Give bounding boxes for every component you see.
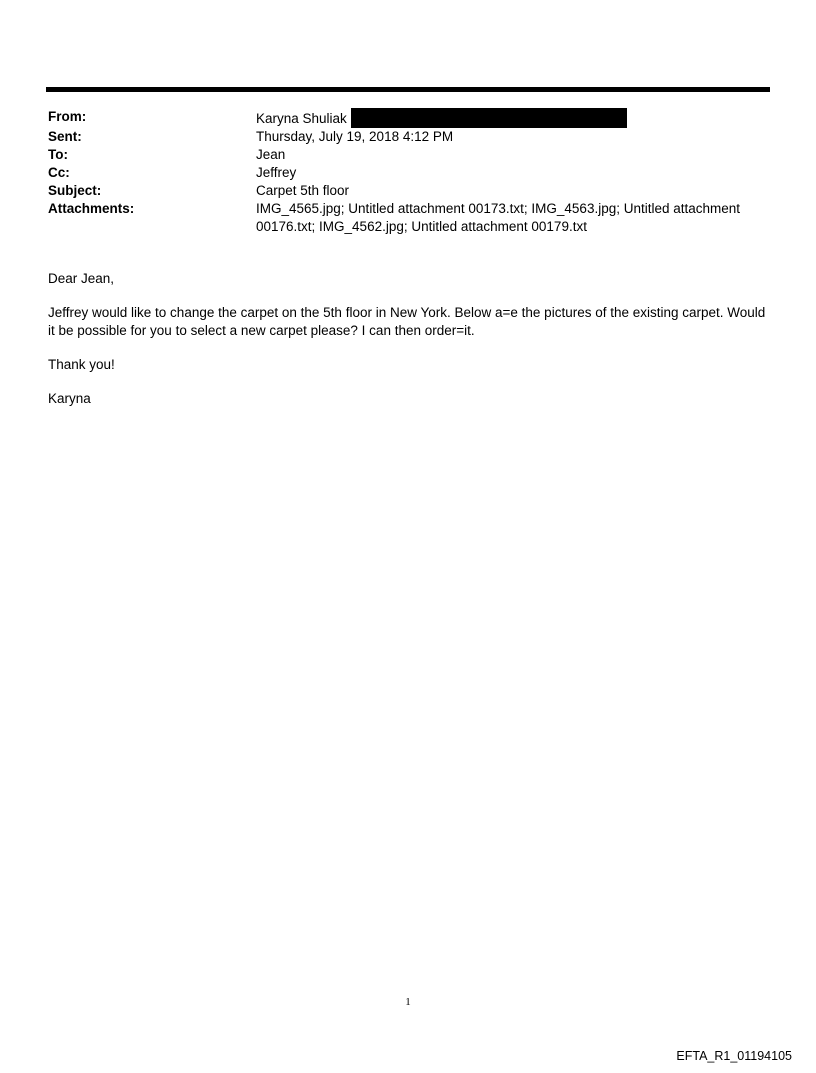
sent-value: Thursday, July 19, 2018 4:12 PM bbox=[256, 129, 454, 144]
body-paragraph: Jeffrey would like to change the carpet on the 5th floor in New York. Below a=e the pictures of the existing carpet. Would it be possible for you to select a new carpet please? I can then order=it. bbox=[48, 305, 766, 338]
to-row bbox=[48, 146, 770, 164]
redaction-box bbox=[351, 108, 627, 128]
attachments-value: IMG_4565.jpg; Untitled attachment 00173.txt; IMG_4563.jpg; Untitled attachment 00176.txt; IMG_4562.jpg; Untitled attachment 00179.txt bbox=[256, 201, 741, 234]
subject-value: Carpet 5th floor bbox=[256, 183, 350, 198]
cc-value: Jeffrey bbox=[256, 165, 297, 180]
to-value: Jean bbox=[256, 147, 286, 162]
from-label: From: bbox=[48, 109, 87, 124]
from-row bbox=[48, 108, 770, 128]
document-id: EFTA_R1_01194105 bbox=[676, 1049, 792, 1063]
sent-label: Sent: bbox=[48, 129, 82, 144]
signature: Karyna bbox=[48, 391, 91, 406]
attachments-row bbox=[48, 200, 770, 236]
thanks-line: Thank you! bbox=[48, 357, 115, 372]
to-label: To: bbox=[48, 147, 68, 162]
greeting: Dear Jean, bbox=[48, 271, 115, 286]
email-header bbox=[48, 108, 770, 236]
email-body bbox=[48, 270, 770, 424]
cc-row bbox=[48, 164, 770, 182]
sent-row bbox=[48, 128, 770, 146]
header-divider bbox=[46, 87, 770, 92]
subject-label: Subject: bbox=[48, 183, 102, 198]
subject-row bbox=[48, 182, 770, 200]
attachments-label: Attachments: bbox=[48, 201, 135, 216]
page-number: 1 bbox=[405, 996, 411, 1008]
from-value: Karyna Shuliak bbox=[256, 111, 347, 126]
cc-label: Cc: bbox=[48, 165, 70, 180]
